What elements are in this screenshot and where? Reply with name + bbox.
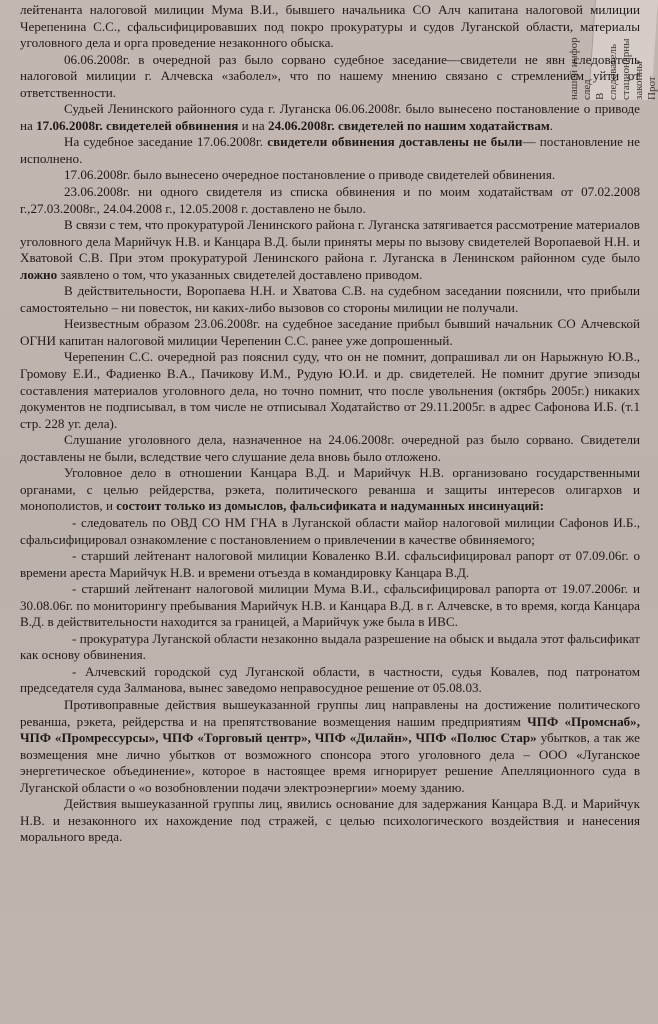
paragraph	[20, 631, 640, 664]
bold-text: состоит только из домыслов, фальсификата и надуманных инсинуаций:	[116, 498, 544, 514]
side-fragment: Прот	[646, 76, 658, 100]
text-run: 23.06.2008г. ни одного свидетеля из списка обвинения и по моим ходатайствам от 07.02.2008 г.,27.03.2008г., 24.04.2008 г., 12.05.2008 г. доставлено не было.	[20, 184, 640, 216]
bold-text: ложно	[20, 266, 58, 282]
paragraph	[20, 101, 640, 134]
side-fragment: законны	[633, 61, 645, 100]
text-run: - старший лейтенант налоговой милиции Мума В.И., сфальсифицировал рапорта от 19.07.2006г. и 30.08.06г. по мониторингу пребывания Марийчук Н.В. и Канцара В.Д. в г. Алчевске, в то время, когда Канцара В.Д. в действительности находится за границей, а Марийчук уже была в ИВС.	[20, 581, 640, 630]
side-fragment: нашей инфор	[568, 37, 580, 100]
text-run: 06.06.2008г. в очередной раз было сорвано судебное заседание—свидетели не явн следователь налоговой милиции г. Алчевска «заболел», что по нашему мнению связано с стремлением уйти от ответственности.	[20, 51, 640, 100]
paragraph	[20, 432, 640, 465]
text-run: Противоправные действия вышеуказанной группы лиц направлены на достижение политического реванша, рэкета, рейдерства и на препятствование возмещения нашим предприятиям	[20, 696, 640, 729]
side-fragment: стационарны	[620, 38, 632, 100]
text-run: В связи с тем, что прокуратурой Ленинского района г. Луганска затягивается рассмотрение материалов уголовного дела Марийчук Н.В. и Канцара В.Д. были приняты меры по вызову свидетелей Воропаевой Н.Н. и Хватовой С.В. При этом прокуратурой Ленинского района г. Луганска в Ленинском районном суде было	[20, 217, 640, 266]
side-fragment: след	[581, 79, 593, 100]
text-run: В действительности, Воропаева Н.Н. и Хватова С.В. на судебном заседании пояснили, что прибыли самостоятельно – ни повесток, ни каких-либо вызовов со стороны милиции не получали.	[20, 283, 640, 315]
paragraph	[20, 349, 640, 432]
text-run: Неизвестным образом 23.06.2008г. на судебное заседание прибыл бывший начальник СО Алчевской ОГНИ капитан налоговой милиции Черепенин С.С. ранее уже допрошенный.	[20, 316, 640, 348]
text-run: - старший лейтенант налоговой милиции Коваленко В.И. сфальсифицировал рапорт от 07.09.06г. о времени ареста Марийчук Н.В. и времени отъезда в командировку Канцара В.Д.	[20, 548, 640, 580]
bold-text: 17.06.2008г. свидетелей обвинения	[36, 117, 239, 133]
text-run: Уголовное дело в отношении Канцара В.Д. и Марийчук Н.В. организовано государственными органами, с целью рейдерства, рэкета, политического реванша и защиты интересов олигархов и монополистов, и	[20, 465, 640, 514]
text-run: заявлено о том, что указанных свидетелей доставлено приводом.	[57, 266, 423, 282]
paragraph	[20, 697, 640, 796]
paragraph	[20, 515, 640, 548]
text-run: Судьей Ленинского районного суда г. Луганска 06.06.2008г. было вынесено постановление о приводе на	[20, 101, 640, 133]
bold-text: ЧПФ «Промснаб», ЧПФ «Промрессурсы», ЧПФ «Торговый центр», ЧПФ «Дилайн», ЧПФ «Полюс Стар»	[20, 713, 640, 746]
text-run: На судебное заседание 17.06.2008г.	[64, 134, 268, 150]
text-run: убытков, а так же возмещения мне лично убытков от возможного спонсора этого уголовного дела – ООО «Луганское энергетическое объединение», которое в настоящее время игнорирует решение Апелляционного суда в Луганской области о «о возобновлении подачи электроэнергии» моему зданию.	[20, 730, 640, 795]
document-body	[20, 2, 640, 846]
paragraph	[20, 52, 640, 102]
text-run: Черепенин С.С. очередной раз пояснил суду, что он не помнит, допрашивал ли он Нарыжную Ю.В., Громову Е.И., Фадиенко В.А., Пачикову И.М., Рудую Ю.И. и др. свидетелей. Не помнит другие эпизоды составления материалов уголовного дела, но точно помнит, что после увольнения (октябрь 2005г.) никаких документов не подписывал, в том числе не отписывал Ходатайство от 29.11.2005г. в адрес Сафонова И.Б. (т.1 стр. 228 уг. дела).	[20, 349, 640, 431]
side-fragment: В	[594, 92, 606, 100]
bold-text: 24.06.2008г. свидетелей по нашим ходатайствам	[268, 117, 550, 133]
paragraph	[20, 581, 640, 631]
text-run: лейтенанта налоговой милиции Мума В.И., бывшего начальника СО Алч капитана налоговой милиции Черепенина С.С., сфальсифицировавших под покро прокуратуры и судов Луганской области, материалы уголовного дела и орга проведение незаконного обыска.	[20, 2, 640, 51]
paragraph	[20, 283, 640, 316]
paragraph	[20, 796, 640, 846]
side-fragment: следователь	[607, 43, 619, 100]
paragraph	[20, 548, 640, 581]
bold-text: свидетели обвинения доставлены не были	[267, 134, 523, 150]
paragraph	[20, 664, 640, 697]
text-run: - прокуратура Луганской области незаконно выдала разрешение на обыск и выдала этот фальсификат как основу обвинения.	[20, 630, 640, 663]
text-run: 17.06.2008г. было вынесено очередное постановление о приводе свидетелей обвинения.	[64, 167, 556, 183]
paragraph	[20, 465, 640, 515]
text-run: Действия вышеуказанной группы лиц, явились основание для задержания Канцара В.Д. и Марийчук Н.В. и незаконного их нахождение под стражей, с целью психологического воздействия и нанесения морального вреда.	[20, 796, 640, 845]
text-run: и на	[238, 117, 269, 133]
text-run: Слушание уголовного дела, назначенное на 24.06.2008г. очередной раз было сорвано. Свидетели доставлены не были, вследствие чего слушание дела вновь было отложено.	[20, 432, 640, 464]
text-run: - Алчевский городской суд Луганской области, в частности, судья Ковалев, под патронатом председателя суда Залманова, вынес заведомо неправосудное решение от 05.08.03.	[20, 663, 640, 696]
paragraph	[20, 167, 640, 184]
paragraph	[20, 217, 640, 283]
paragraph	[20, 134, 640, 167]
paragraph	[20, 2, 640, 52]
paragraph	[20, 184, 640, 217]
text-run: — постановление не исполнено.	[20, 134, 640, 166]
paragraph	[20, 316, 640, 349]
text-run: .	[549, 117, 554, 133]
text-run: - следователь по ОВД СО НМ ГНА в Луганской области майор налоговой милиции Сафонов И.Б., сфальсифицировал ознакомление с постановлением о привлечении в качестве обвиняемого;	[20, 514, 640, 547]
